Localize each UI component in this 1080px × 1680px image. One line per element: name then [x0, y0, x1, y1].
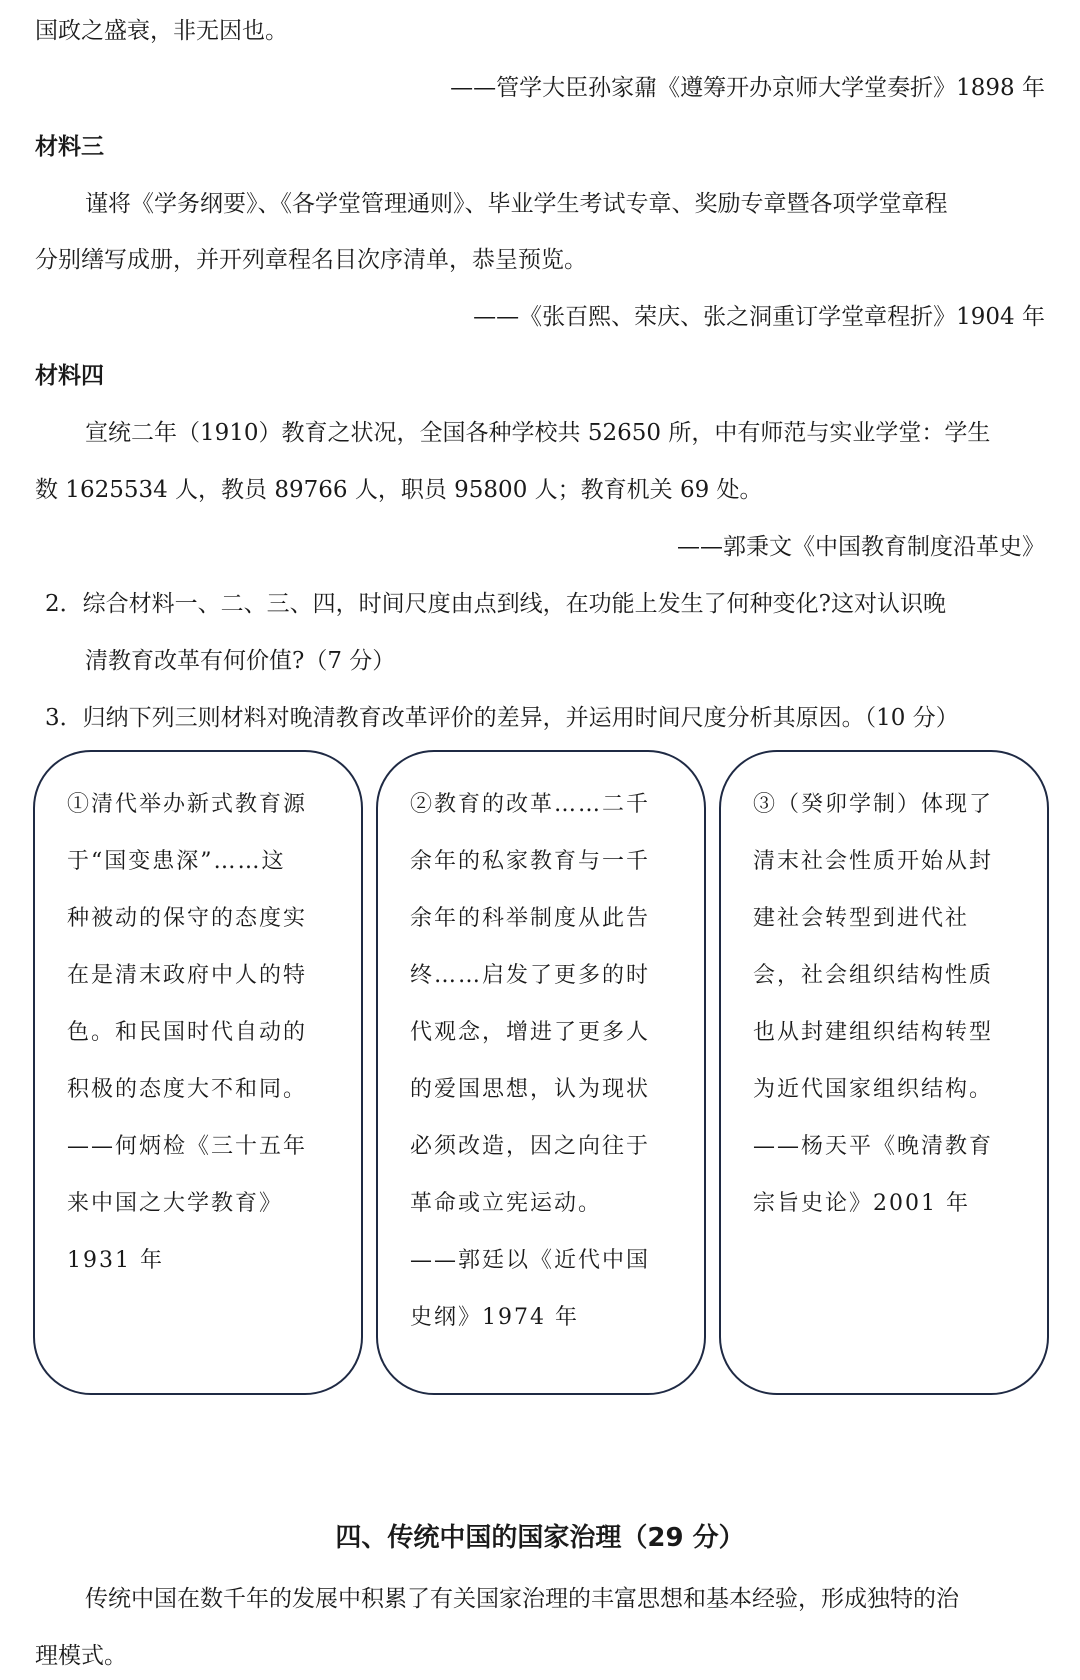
box2-line-4: 终……启发了更多的时 [410, 963, 651, 988]
box3-line-5: 也从封建组织结构转型 [753, 1020, 994, 1045]
evaluation-box-3 [719, 750, 1049, 1395]
box3-line-1: ③（癸卯学制）体现了 [753, 792, 994, 817]
box3-line-6: 为近代国家组织结构。 [753, 1077, 994, 1102]
material3-line-1: 谨将《学务纲要》、《各学堂管理通则》、毕业学生考试专章、奖励专章暨各项学堂章程 [85, 191, 948, 217]
box2-line-5: 代观念，增进了更多人 [410, 1020, 651, 1045]
box1-line-3: 种被动的保守的态度实 [67, 906, 308, 931]
box3-line-3: 建社会转型到进代社 [753, 906, 970, 931]
box2-line-7: 必须改造，因之向往于 [410, 1134, 651, 1159]
material4-source: ——郭秉文《中国教育制度沿革史》 [677, 534, 1045, 560]
evaluation-box-2 [376, 750, 706, 1395]
box2-line-10: 史纲》1974 年 [410, 1305, 579, 1330]
box1-line-8: 来中国之大学教育》 [67, 1191, 284, 1216]
box2-line-9: ——郭廷以《近代中国 [410, 1248, 651, 1273]
section4-title: 四、传统中国的国家治理（29 分） [335, 1523, 745, 1553]
question2-line-1: 2．综合材料一、二、三、四，时间尺度由点到线，在功能上发生了何种变化?这对认识晚 [45, 591, 946, 617]
box3-line-8: 宗旨史论》2001 年 [753, 1191, 970, 1216]
box2-line-1: ②教育的改革……二千 [410, 792, 651, 817]
material3-source: ——《张百熙、荣庆、张之洞重订学堂章程折》1904 年 [473, 304, 1045, 330]
box2-line-2: 余年的私家教育与一千 [410, 849, 651, 874]
material4-heading: 材料四 [35, 363, 104, 389]
material4-line-1: 宣统二年（1910）教育之状况，全国各种学校共 52650 所，中有师范与实业学堂：学生 [85, 420, 991, 446]
material3-line-2: 分别缮写成册，并开列章程名目次序清单，恭呈预览。 [35, 247, 587, 273]
question2-line-2: 清教育改革有何价值?（7 分） [85, 648, 396, 674]
box2-line-6: 的爱国思想，认为现状 [410, 1077, 651, 1102]
box3-line-4: 会，社会组织结构性质 [753, 963, 994, 988]
evaluation-box-1 [33, 750, 363, 1395]
box1-line-1: ①清代举办新式教育源 [67, 792, 308, 817]
material3-heading: 材料三 [35, 134, 104, 160]
box1-line-4: 在是清末政府中人的特 [67, 963, 308, 988]
box2-line-3: 余年的科举制度从此告 [410, 906, 651, 931]
material4-line-2: 数 1625534 人，教员 89766 人，职员 95800 人；教育机关 69 处。 [35, 477, 763, 503]
material2-text: 国政之盛衰，非无因也。 [35, 18, 288, 44]
material2-source: ——管学大臣孙家鼐《遵筹开办京师大学堂奏折》1898 年 [450, 75, 1045, 101]
box1-line-2: 于“国变患深”……这 [67, 849, 286, 874]
box1-line-9: 1931 年 [67, 1248, 164, 1273]
box3-line-7: ——杨天平《晚清教育 [753, 1134, 994, 1159]
section4-line-2: 理模式。 [35, 1643, 127, 1669]
box1-line-7: ——何炳检《三十五年 [67, 1134, 308, 1159]
box3-line-2: 清末社会性质开始从封 [753, 849, 994, 874]
box1-line-5: 色。和民国时代自动的 [67, 1020, 308, 1045]
box2-line-8: 革命或立宪运动。 [410, 1191, 603, 1216]
section4-line-1: 传统中国在数千年的发展中积累了有关国家治理的丰富思想和基本经验，形成独特的治 [85, 1586, 959, 1612]
question3-line-1: 3．归纳下列三则材料对晚清教育改革评价的差异，并运用时间尺度分析其原因。（10 分） [45, 705, 959, 731]
box1-line-6: 积极的态度大不和同。 [67, 1077, 308, 1102]
